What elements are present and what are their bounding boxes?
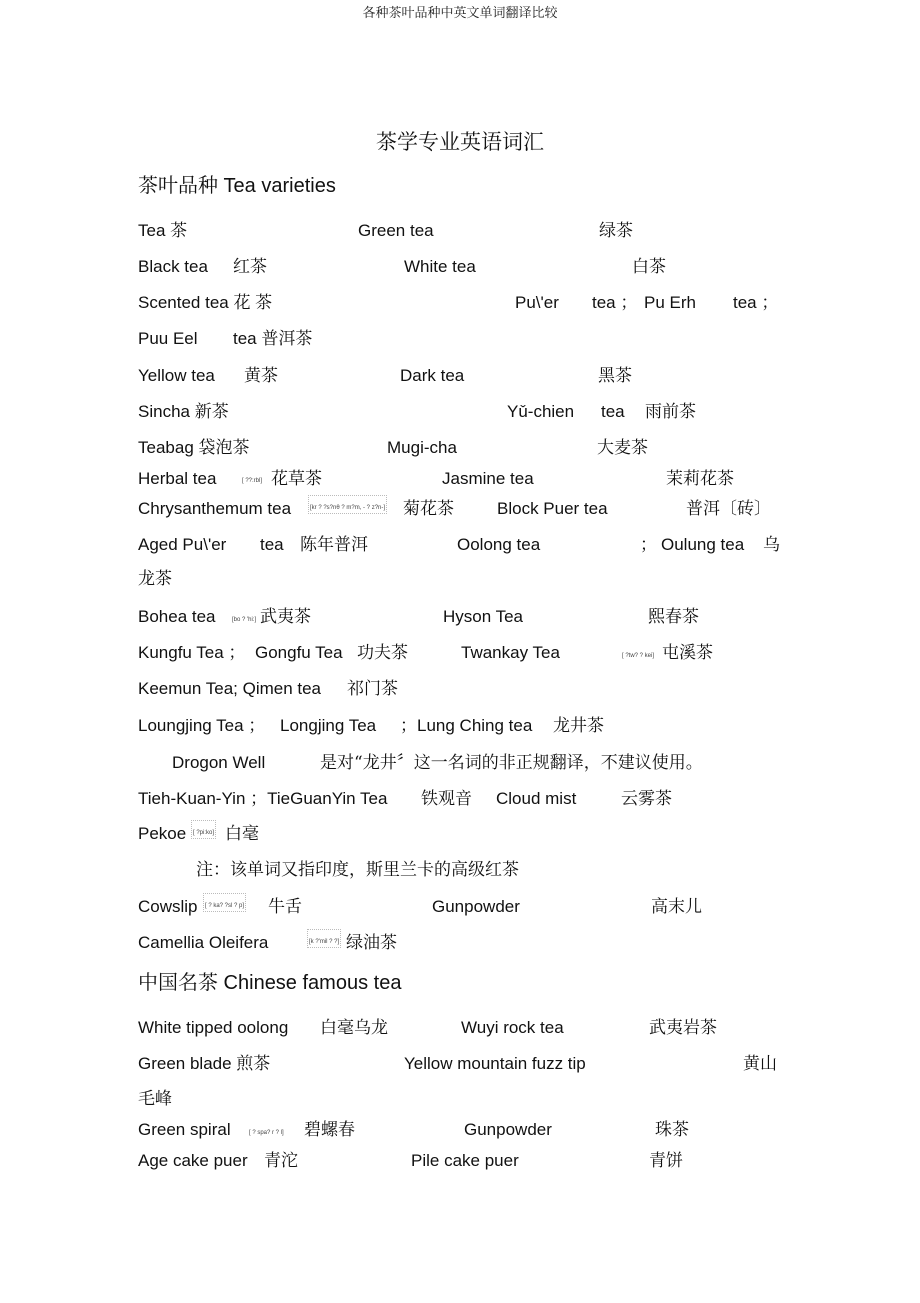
term-camellia-oleifera-cn: 绿油茶 — [346, 933, 397, 953]
term-cowslip-cn: 牛舌 — [268, 897, 302, 917]
term-wuyi-rock-tea: Wuyi rock tea — [461, 1018, 564, 1037]
term-teabag: Teabag 袋泡茶 — [138, 438, 250, 457]
term-green-blade: Green blade 煎茶 — [138, 1054, 271, 1073]
term-yu-chien-cn: 雨前茶 — [645, 402, 696, 422]
term-gunpowder-cn: 珠茶 — [655, 1120, 689, 1140]
term-tieguanyin-cn: 铁观音 — [421, 789, 472, 809]
term-pekoe: Pekoe — [138, 824, 187, 843]
term-gongfu-tea: Gongfu Tea — [255, 643, 343, 662]
section-heading-tea-varieties: 茶叶品种 Tea varieties — [138, 175, 336, 197]
note-drogon-well: 是对“龙井〞这一名词的非正规翻译，不建议使用。 — [320, 753, 703, 773]
term-hyson-tea-cn: 熙春茶 — [648, 607, 699, 627]
term-aged-puer-tea: tea — [260, 535, 284, 554]
running-header: 各种茶叶品种中英文单词翻译比较 — [362, 6, 558, 21]
term-green-spiral: Green spiral — [138, 1120, 231, 1139]
phonetic-pekoe: [ ?pi:ko] — [191, 820, 216, 839]
term-cloud-mist: Cloud mist — [496, 789, 577, 808]
term-maofeng-cn: 毛峰 — [138, 1089, 172, 1109]
term-pu-erh-tea: tea ； — [733, 293, 779, 312]
page-title: 茶学专业英语词汇 — [376, 130, 544, 154]
term-gongfu-tea-cn: 功夫茶 — [357, 643, 408, 663]
term-gunpowder-2: Gunpowder — [464, 1120, 552, 1139]
term-pile-cake-puer: Pile cake puer — [411, 1151, 519, 1170]
term-white-tipped-oolong-cn: 白毫乌龙 — [320, 1018, 388, 1038]
term-puu-eel-tea: tea 普洱茶 — [233, 329, 313, 348]
term-sincha: Sincha 新茶 — [138, 402, 229, 421]
term-chrysanthemum-tea-cn: 菊花茶 — [403, 499, 454, 519]
term-oolong-cn-end: 龙茶 — [138, 569, 172, 589]
term-wuyi-rock-tea-cn: 武夷岩茶 — [649, 1018, 717, 1038]
term-white-tea-cn: 白茶 — [632, 257, 666, 277]
phonetic-camellia: [k ?'mil ? ?] — [307, 929, 341, 948]
term-bohea-tea: Bohea tea — [138, 607, 216, 626]
term-puer-tea: tea ； — [592, 293, 638, 312]
separator: ； — [640, 535, 657, 554]
term-cloud-mist-cn: 云雾茶 — [621, 789, 672, 809]
term-twankay-tea-cn: 屯溪茶 — [662, 643, 713, 663]
term-oolong-tea: Oolong tea — [457, 535, 541, 554]
term-yu-chien-tea: tea — [601, 402, 625, 421]
term-camellia-oleifera: Camellia Oleifera — [138, 933, 269, 952]
term-twankay-tea: Twankay Tea — [461, 643, 560, 662]
term-keemun-tea-cn: 祁门茶 — [347, 679, 398, 699]
term-herbal-tea: Herbal tea — [138, 469, 217, 488]
term-kungfu-tea: Kungfu Tea ； — [138, 643, 246, 662]
term-tieguanyin: Tieh-Kuan-Yin ；TieGuanYin Tea — [138, 789, 388, 808]
term-scented-tea: Scented tea 花 茶 — [138, 293, 273, 312]
term-aged-puer-cn: 陈年普洱 — [300, 535, 368, 555]
term-drogon-well: Drogon Well — [172, 753, 266, 772]
term-chrysanthemum-tea: Chrysanthemum tea — [138, 499, 292, 518]
term-lung-ching-tea: ；Lung Ching tea — [400, 716, 533, 735]
term-herbal-tea-cn: 花草茶 — [271, 469, 322, 489]
term-aged-puer: Aged Pu\'er — [138, 535, 227, 554]
term-green-tea-cn: 绿茶 — [599, 221, 633, 241]
phonetic-bohea: [bo ? 'hi:] — [232, 617, 257, 623]
phonetic-chrysanthemum: [kr ? ?s?nθ ? m?m, - ? z?n-] — [308, 495, 387, 514]
term-longjing-cn: 龙井茶 — [553, 716, 604, 736]
term-pile-cake-puer-cn: 青饼 — [649, 1151, 683, 1171]
term-green-spiral-cn: 碧螺春 — [304, 1120, 355, 1140]
term-pu-erh: Pu Erh — [644, 293, 696, 312]
term-jasmine-tea-cn: 茉莉花茶 — [666, 469, 734, 489]
term-keemun-tea: Keemun Tea; Qimen tea — [138, 679, 322, 698]
term-cowslip: Cowslip — [138, 897, 198, 916]
term-age-cake-puer: Age cake puer — [138, 1151, 248, 1170]
term-puer: Pu\'er — [515, 293, 559, 312]
term-black-tea: Black tea — [138, 257, 208, 276]
term-mugi-cha: Mugi-cha — [387, 438, 457, 457]
term-tea: Tea 茶 — [138, 221, 188, 240]
term-oulung-tea: Oulung tea — [661, 535, 745, 554]
term-huangshan-cn-start: 黄山 — [743, 1054, 777, 1074]
phonetic-spiral: [ ? spa? r ? l] — [249, 1130, 284, 1136]
term-white-tea: White tea — [404, 257, 476, 276]
term-yellow-mountain-fuzz-tip: Yellow mountain fuzz tip — [404, 1054, 586, 1073]
term-yellow-tea: Yellow tea — [138, 366, 215, 385]
term-block-puer-tea-cn: 普洱〔砖〕 — [686, 499, 771, 519]
term-gunpowder: Gunpowder — [432, 897, 520, 916]
term-hyson-tea: Hyson Tea — [443, 607, 524, 626]
term-dark-tea: Dark tea — [400, 366, 465, 385]
term-black-tea-cn: 红茶 — [233, 257, 267, 277]
term-yellow-tea-cn: 黄茶 — [244, 366, 278, 386]
term-pekoe-cn: 白毫 — [225, 824, 259, 844]
term-jasmine-tea: Jasmine tea — [442, 469, 534, 488]
term-gaomoer-cn: 高末儿 — [651, 897, 702, 917]
phonetic-twankay: [ ?tw? ? kei] — [622, 653, 655, 659]
term-dark-tea-cn: 黑茶 — [598, 366, 632, 386]
term-yu-chien: Yǔ-chien — [507, 402, 575, 421]
note-pekoe: 注：该单词又指印度，斯里兰卡的高级红茶 — [196, 860, 519, 880]
phonetic-herbal: [ ??:rbl] — [242, 478, 263, 484]
term-age-cake-puer-cn: 青沱 — [264, 1151, 298, 1171]
section-heading-famous-tea: 中国名茶 Chinese famous tea — [138, 972, 402, 994]
term-loungjing-tea: Loungjing Tea ； — [138, 716, 266, 735]
term-white-tipped-oolong: White tipped oolong — [138, 1018, 289, 1037]
term-mugi-cha-cn: 大麦茶 — [597, 438, 648, 458]
term-oolong-cn-start: 乌 — [763, 535, 780, 555]
term-longjing-tea: Longjing Tea — [280, 716, 377, 735]
term-green-tea: Green tea — [358, 221, 434, 240]
term-puu-eel: Puu Eel — [138, 329, 198, 348]
term-block-puer-tea: Block Puer tea — [497, 499, 608, 518]
term-bohea-tea-cn: 武夷茶 — [260, 607, 311, 627]
phonetic-cowslip: [ ? ka? ?sl ? p] — [203, 893, 246, 912]
